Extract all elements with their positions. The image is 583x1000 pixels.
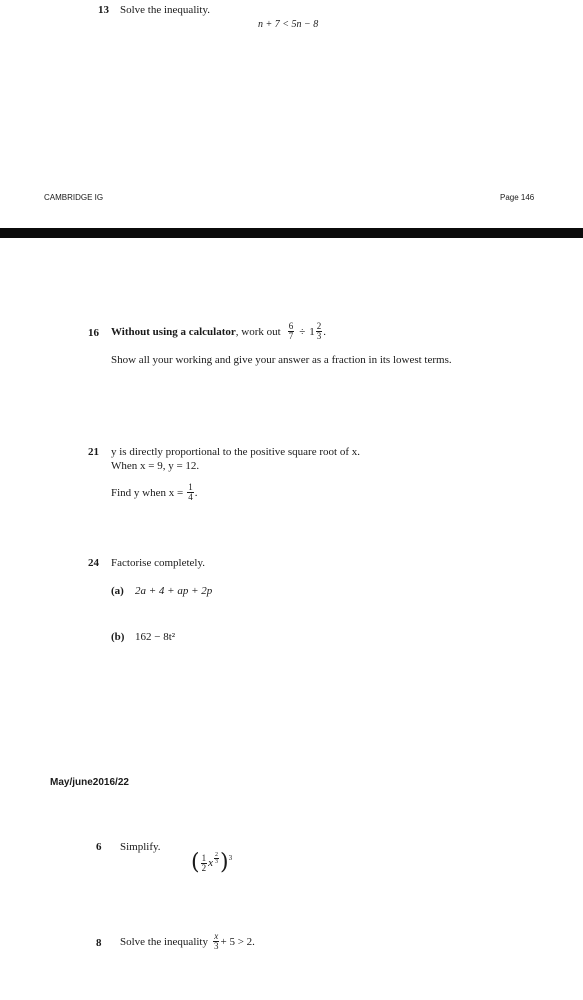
fraction-denominator: 3 bbox=[316, 331, 322, 341]
question-number: 24 bbox=[88, 557, 99, 569]
variable: x bbox=[208, 857, 213, 869]
fraction-numerator: x bbox=[214, 931, 219, 941]
session-label: May/june2016/22 bbox=[50, 777, 129, 788]
math-expression: n + 7 < 5n − 8 bbox=[258, 19, 319, 30]
exponent-denominator: 3 bbox=[214, 859, 218, 865]
part-label-a: (a) bbox=[111, 585, 124, 597]
find-text: Find y when x = bbox=[111, 486, 184, 499]
page-number: Page 146 bbox=[500, 193, 535, 202]
part-b-expression: 162 − 8t² bbox=[135, 631, 176, 643]
fraction bbox=[316, 322, 323, 341]
fraction-numerator: 1 bbox=[201, 852, 207, 863]
fraction-denominator: 4 bbox=[188, 492, 193, 502]
exponent-fraction bbox=[214, 852, 219, 865]
fraction-numerator: 2 bbox=[316, 321, 322, 331]
instruction-text: , work out bbox=[235, 325, 281, 338]
instruction-line-2: Show all your working and give your answer as a fraction in its lowest terms. bbox=[111, 354, 452, 366]
question-text-line-2: When x = 9, y = 12. bbox=[111, 460, 200, 472]
fraction-numerator: 1 bbox=[188, 482, 193, 492]
bold-instruction: Without using a calculator bbox=[111, 325, 236, 338]
question-number: 6 bbox=[96, 841, 102, 853]
division-sign: ÷ bbox=[299, 325, 306, 338]
question-text-line-1: y is directly proportional to the positive square root of x. bbox=[111, 446, 360, 458]
mixed-number-whole: 1 bbox=[309, 325, 315, 338]
fraction-numerator: 6 bbox=[288, 321, 294, 331]
period: . bbox=[194, 486, 198, 499]
part-a-expression: 2a + 4 + ap + 2p bbox=[135, 585, 213, 597]
part-label-b: (b) bbox=[111, 631, 125, 643]
period: . bbox=[323, 325, 326, 338]
simplify-expression bbox=[191, 852, 232, 874]
question-text: Solve the inequality bbox=[120, 935, 208, 948]
question-number: 13 bbox=[98, 4, 109, 16]
right-parenthesis: ) bbox=[219, 850, 229, 875]
fraction-denominator: 7 bbox=[288, 331, 294, 341]
question-text-line bbox=[120, 932, 255, 951]
question-text: Factorise completely. bbox=[111, 557, 205, 569]
question-text: Solve the inequality. bbox=[120, 4, 211, 16]
page-divider bbox=[0, 228, 583, 238]
fraction bbox=[187, 483, 194, 502]
fraction-denominator: 3 bbox=[213, 941, 219, 951]
question-text: Simplify. bbox=[120, 841, 161, 853]
question-text-line bbox=[111, 322, 326, 341]
left-parenthesis: ( bbox=[191, 850, 200, 875]
question-number: 16 bbox=[88, 327, 99, 339]
question-number: 8 bbox=[96, 937, 102, 949]
find-line bbox=[111, 483, 197, 502]
fraction-denominator: 2 bbox=[201, 862, 207, 873]
question-number: 21 bbox=[88, 446, 99, 458]
outer-exponent: 3 bbox=[228, 854, 233, 862]
fraction bbox=[213, 932, 220, 951]
fraction bbox=[201, 854, 208, 873]
exponent-numerator: 2 bbox=[214, 852, 218, 858]
inequality-rest: + 5 > 2. bbox=[220, 935, 255, 948]
fraction bbox=[288, 322, 295, 341]
footer-left-label: CAMBRIDGE IG bbox=[44, 193, 104, 202]
